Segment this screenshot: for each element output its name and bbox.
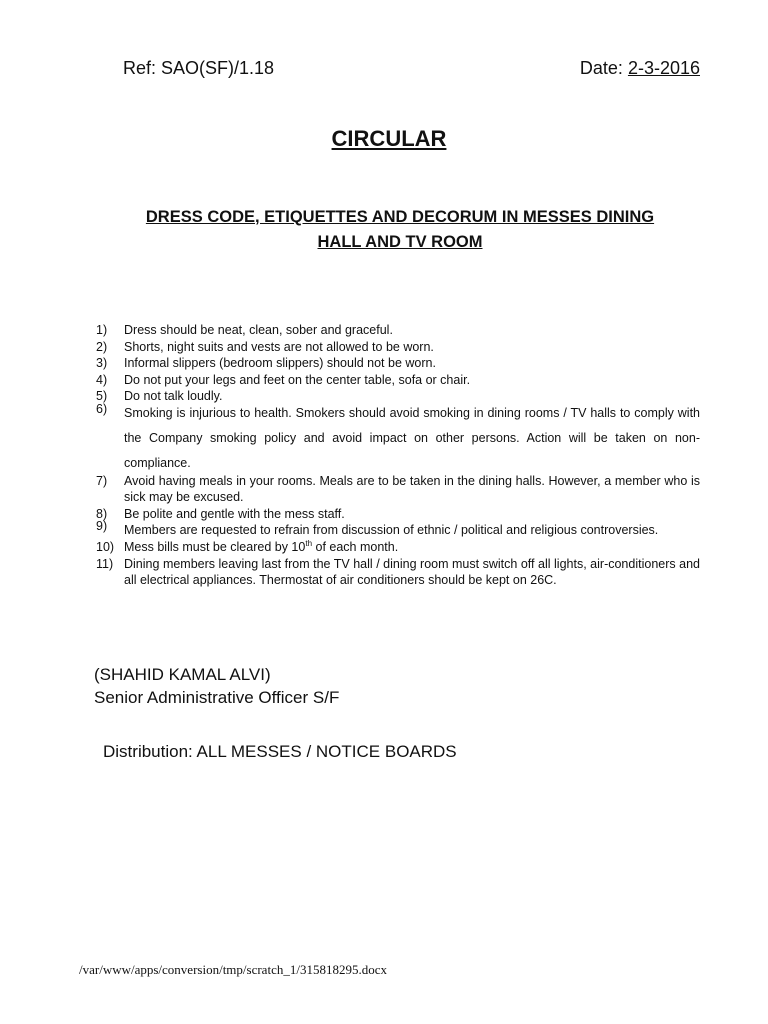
date-value: 2-3-2016 xyxy=(627,58,700,78)
distribution-line: Distribution: ALL MESSES / NOTICE BOARDS xyxy=(103,742,457,761)
list-item-number: 3) xyxy=(96,356,108,370)
subject-heading xyxy=(100,205,700,255)
ordinal-suffix: th xyxy=(305,538,313,548)
rules-list xyxy=(96,322,700,589)
signatory-name: (SHAHID KAMAL ALVI) xyxy=(94,665,271,684)
subject-line-2: HALL AND TV ROOM xyxy=(317,233,483,251)
list-item xyxy=(96,322,700,339)
list-item-text xyxy=(124,540,398,554)
list-item-text: Dining members leaving last from the TV hall / dining room must switch off all lights, air-conditioners and all electrical appliances. Thermostat of air conditioners should be kept on 26C. xyxy=(124,556,700,587)
list-item-number: 11) xyxy=(96,556,114,571)
list-item xyxy=(96,339,700,356)
list-item-number: 4) xyxy=(96,372,108,387)
reference-number: Ref: SAO(SF)/1.18 xyxy=(123,58,275,78)
list-item-number: 1) xyxy=(96,323,108,337)
list-item-text: Do not put your legs and feet on the center table, sofa or chair. xyxy=(124,372,471,387)
list-item-text-main: Mess bills must be cleared by 10 xyxy=(124,540,306,554)
list-item-text-tail: of each month. xyxy=(312,540,399,554)
list-item-text: Shorts, night suits and vests are not allowed to be worn. xyxy=(124,339,434,354)
document-title: CIRCULAR xyxy=(331,126,447,151)
list-item-text: Dress should be neat, clean, sober and graceful. xyxy=(124,323,393,337)
list-item-text: Informal slippers (bedroom slippers) should not be worn. xyxy=(124,356,436,370)
list-item-number: 9) xyxy=(96,519,108,533)
list-item xyxy=(96,401,700,476)
circular-date xyxy=(580,58,700,79)
subject-line-1: DRESS CODE, ETIQUETTES AND DECORUM IN MESSES DINING xyxy=(145,208,655,226)
signatory-title: Senior Administrative Officer S/F xyxy=(94,688,340,707)
footer-file-path: /var/www/apps/conversion/tmp/scratch_1/315818295.docx xyxy=(79,962,387,977)
list-item-text: Be polite and gentle with the mess staff. xyxy=(124,506,345,521)
list-item-number: 10) xyxy=(96,540,115,554)
list-item-number: 7) xyxy=(96,473,108,488)
list-item-text: Smoking is injurious to health. Smokers should avoid smoking in dining rooms / TV halls to comply with the Company smoking policy and avoid impact on other persons. Action will be taken on non-compliance. xyxy=(124,405,700,470)
list-item xyxy=(96,556,700,589)
list-item-number: 5) xyxy=(96,389,108,403)
list-item-text: Do not talk loudly. xyxy=(124,389,223,403)
list-item-number: 6) xyxy=(96,401,108,416)
list-item-text: Members are requested to refrain from discussion of ethnic / political and religious controversies. xyxy=(124,523,659,537)
list-item xyxy=(96,473,700,506)
list-item-number: 8) xyxy=(96,506,108,521)
list-item xyxy=(96,539,700,556)
list-item xyxy=(96,355,700,372)
list-item xyxy=(96,372,700,389)
date-label: Date: xyxy=(579,58,628,78)
list-item-number: 2) xyxy=(96,339,108,354)
list-item-text: Avoid having meals in your rooms. Meals are to be taken in the dining halls. However, a member who is sick may be excused. xyxy=(124,473,700,504)
